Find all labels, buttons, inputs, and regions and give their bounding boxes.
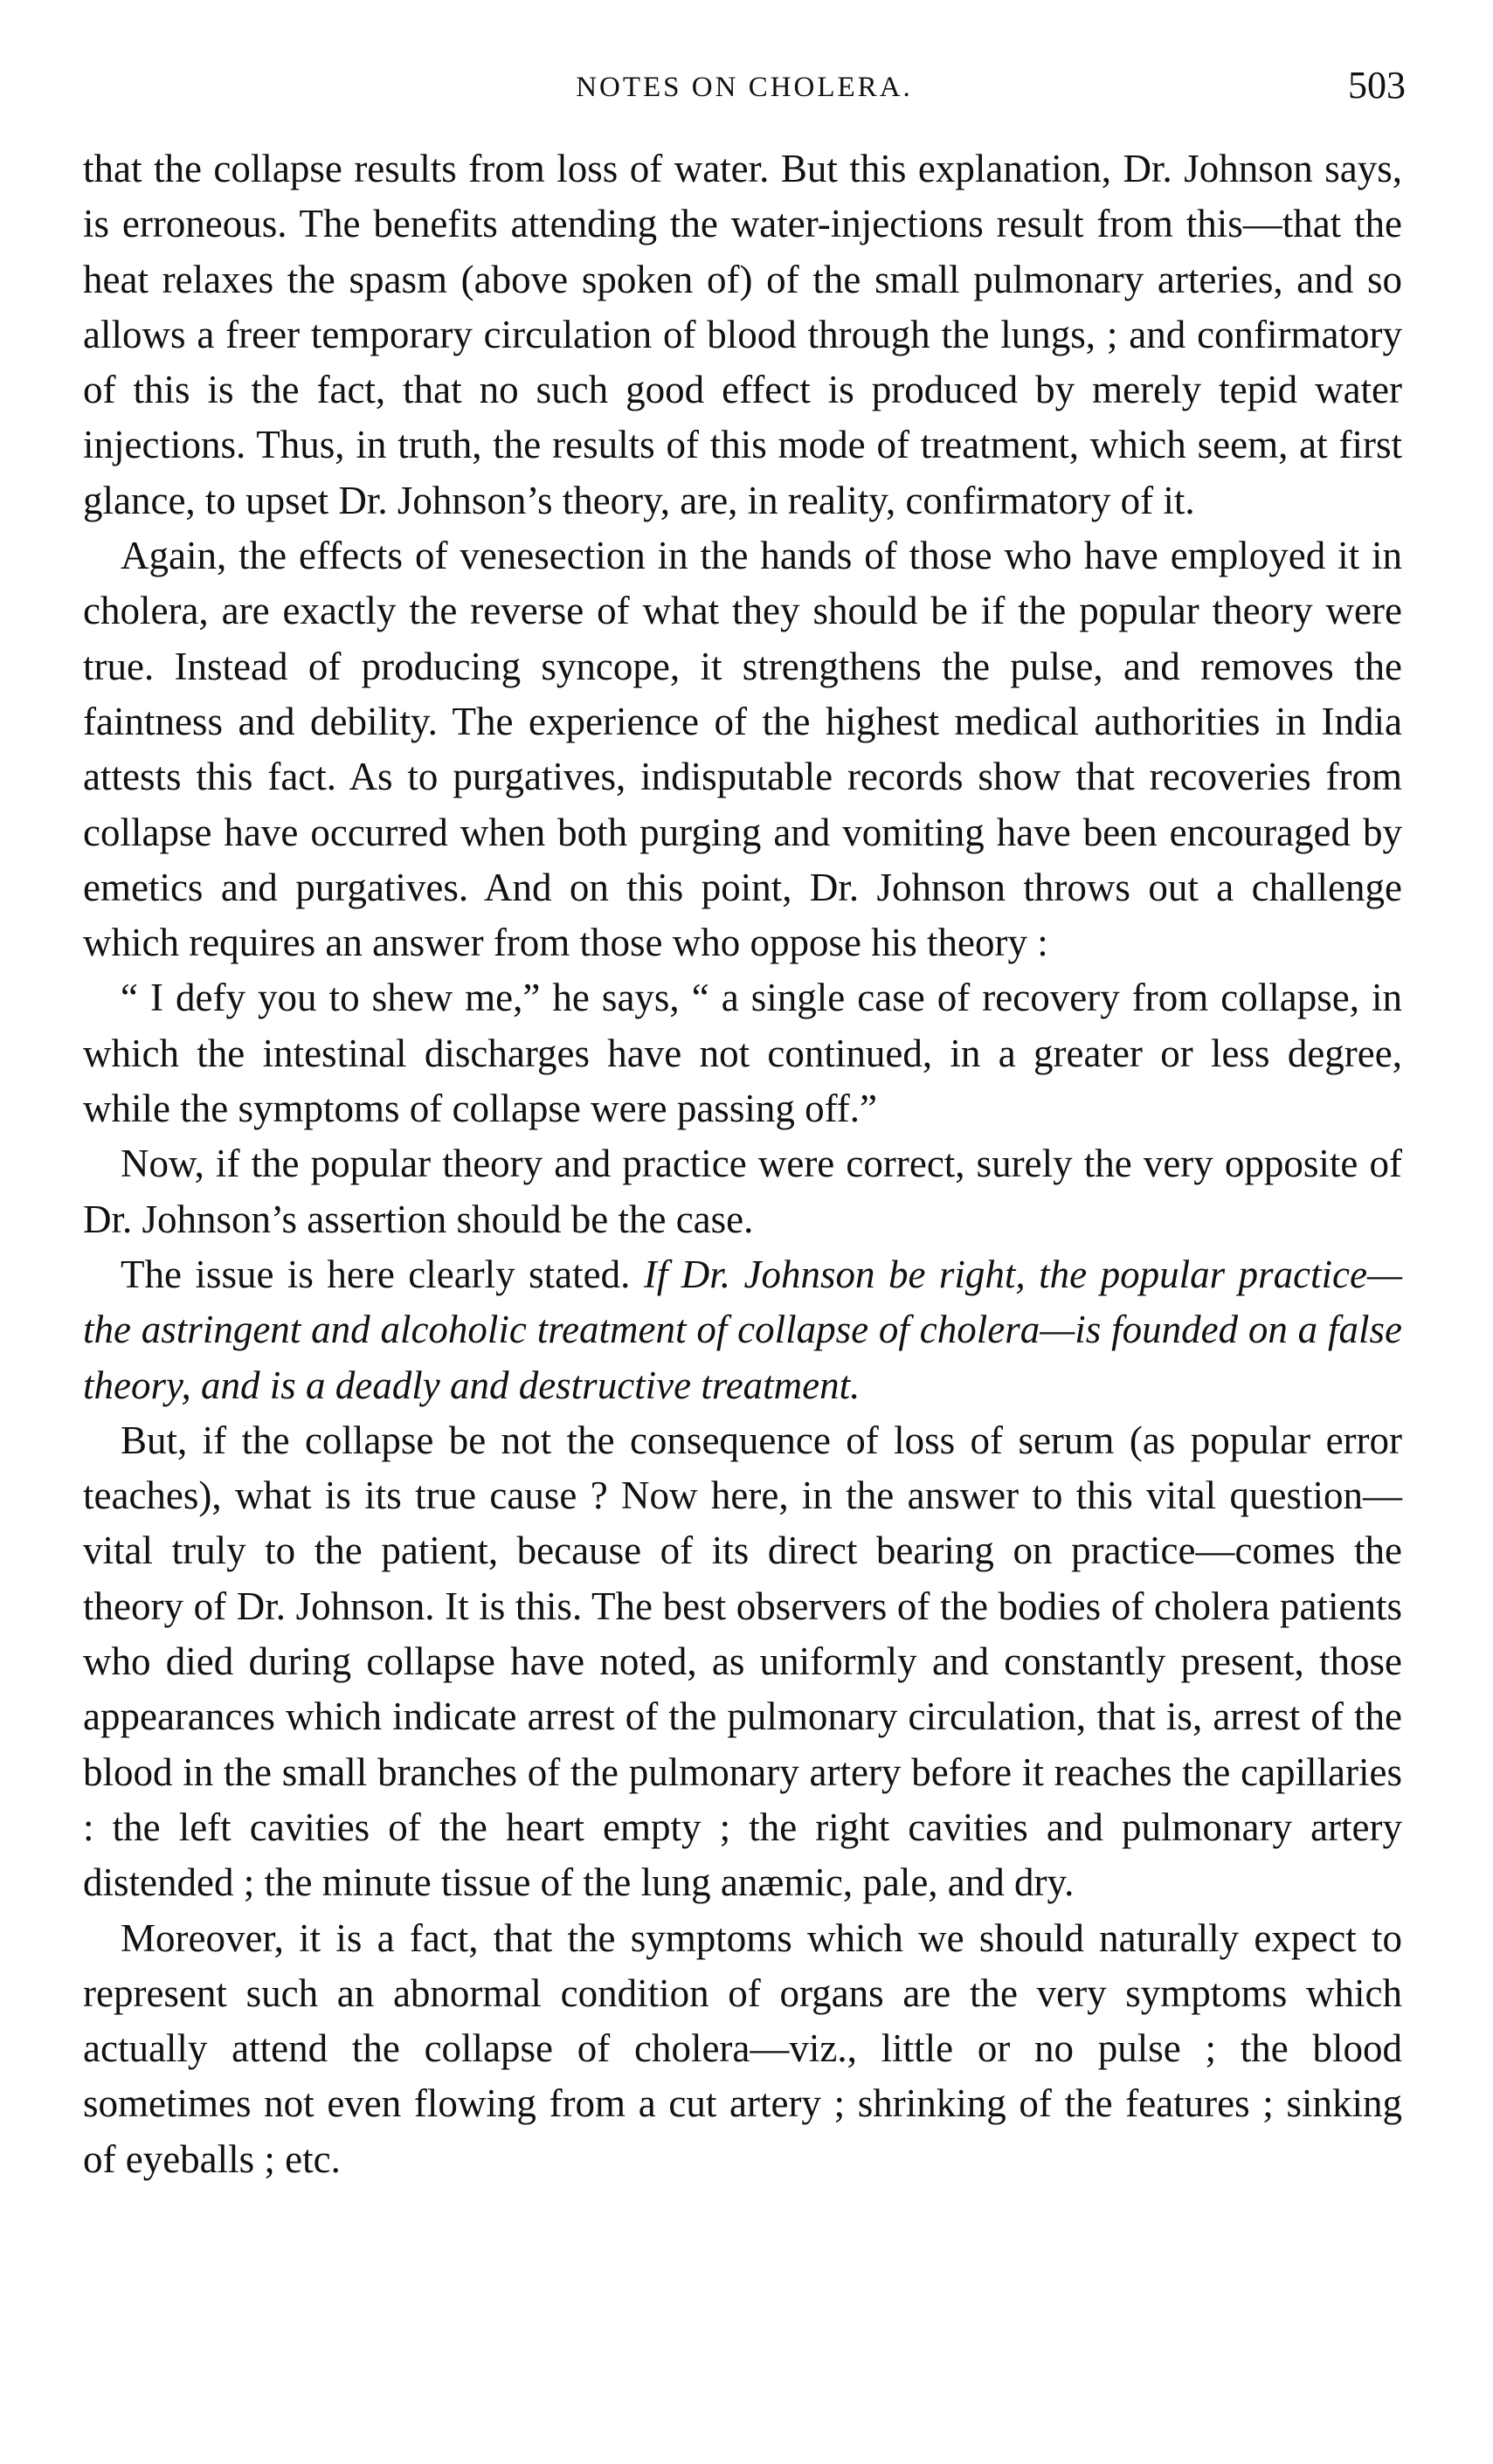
paragraph-popular-theory: Now, if the popular theory and practice were correct, surely the very opposite of Dr. Johnson’s assertion should be the case. (83, 1142, 1402, 1241)
paragraph-symptoms: Moreover, it is a fact, that the symptoms which we should naturally expect to represent such an abnormal condition of organs are the very symptoms which actually attend the collapse of cholera—viz., little or no pulse ; the blood sometimes not even flowing from a cut artery ; shrinking of the features ; sinking of eyeballs ; etc. (83, 1915, 1402, 2181)
paragraph-venesection: Again, the effects of venesection in the hands of those who have employed it in cholera, are exactly the reverse of what they should be if the popular theory were true. Instead of producing syncope, it strengthens the pulse, and removes the faintness and debility. The experience of the highest medical authorities in India attests this fact. As to purgatives, indisputable records show that recoveries from collapse have occurred when both purging and vomiting have been encouraged by emetics and purgatives. And on this point, Dr. Johnson throws out a challenge which requires an answer from those who oppose his theory : (83, 534, 1402, 965)
paragraph-issue-stated (83, 1247, 1402, 1413)
page-number: 503 (1348, 64, 1406, 107)
paragraph-true-cause: But, if the collapse be not the consequence of loss of serum (as popular error teaches), what is its true cause ? Now here, in the answer to this vital question—vital truly to the patient, because of its direct bearing on practice—comes the theory of Dr. Johnson. It is this. The best observers of the bodies of cholera patients who died during collapse have noted, as uniformly and constantly present, those appearances which indicate arrest of the pulmonary circulation, that is, arrest of the blood in the small branches of the pulmonary artery before it reaches the capillaries : the left cavities of the heart empty ; the right cavities and pulmonary artery distended ; the minute tissue of the lung anæmic, pale, and dry. (83, 1418, 1402, 1905)
running-title: NOTES ON CHOLERA. (576, 72, 913, 103)
running-head (83, 63, 1406, 115)
body-text (83, 141, 1402, 2187)
paragraph-challenge-quote: “ I defy you to shew me,” he says, “ a single case of recovery from collapse, in which the intestinal discharges have not continued, in a greater or less degree, while the symptoms of collapse were passing off.” (83, 976, 1402, 1131)
paragraph-continued: that the collapse results from loss of water. But this explanation, Dr. Johnson says, is erroneous. The benefits attending the water-injections result from this—that the heat relaxes the spasm (above spoken of) of the small pulmonary arteries, and so allows a freer temporary circulation of blood through the lungs, ; and confirmatory of this is the fact, that no such good effect is produced by merely tepid water injections. Thus, in truth, the results of this mode of treatment, which seem, at first glance, to upset Dr. Johnson’s theory, are, in reality, confirmatory of it. (83, 147, 1402, 522)
issue-lead-text: The issue is here clearly stated. (121, 1252, 644, 1296)
issue-emphasis-text: If Dr. Johnson be right, the popular practice—the astringent and alcoholic treatment of collapse of cholera—is founded on a false theory, and is a deadly and destructive treatment. (83, 1252, 1403, 1407)
